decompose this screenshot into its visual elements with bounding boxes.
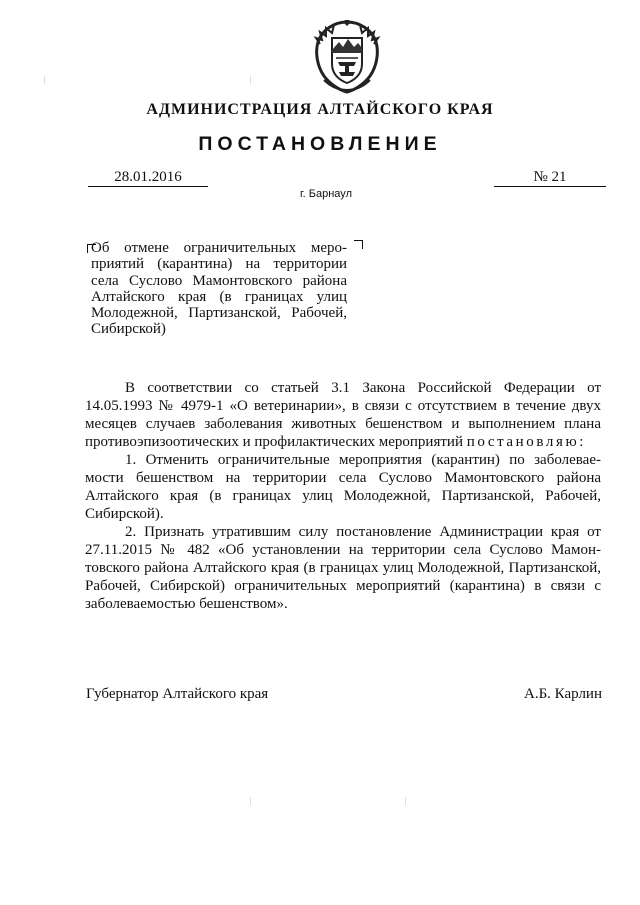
organization-title: АДМИНИСТРАЦИЯ АЛТАЙСКОГО КРАЯ <box>146 101 494 118</box>
document-type: ПОСТАНОВЛЕНИЕ <box>198 133 442 155</box>
signer-title: Губернатор Алтайского края <box>86 686 269 702</box>
item-1-paragraph: 1. Отменить ограничительные мероприятия (карантин) по заболеваемости бешенством на территории села Суслово Мамонтовского района Алтайского края (в границах улиц Молодежной, Партизанской, Рабочей, Сибирской). <box>85 452 601 522</box>
resolve-word: постановляю: <box>466 434 587 450</box>
document-date: 28.01.2016 <box>88 169 208 187</box>
scan-mark <box>250 76 251 84</box>
signer-name: А.Б. Карлин <box>523 686 602 702</box>
document-number: № 21 <box>494 169 606 187</box>
scan-mark <box>44 76 45 84</box>
item-2-paragraph: 2. Признать утратившим силу постановление Администрации края от 27.11.2015 № 482 «Об установлении на территории села Суслово Мамонтовского района Алтайского края (в границах улиц Молодежной, Партизанской, Рабочей, Сибирской) ограничительных мероприятий (карантина) в связи с заболеваемостью бешенством». <box>85 524 601 612</box>
preamble-text: В соответствии со статьей 3.1 Закона Российской Федерации от 14.05.1993 № 4979-1 «О ветеринарии», в связи с отсутствием в течение двух месяцев случаев заболевания животных бешенством и выполнением плана противоэпизоотических и профилактических мероприятий <box>85 380 601 450</box>
scan-mark <box>250 797 251 805</box>
document-subject: Об отмене ограничительных мероприятий (карантина) на территории села Суслово Мамонтовского района Алтайского края (в границах улиц Молодежной, Партизанской, Рабочей, Сибирской) <box>91 240 347 338</box>
preamble-paragraph <box>85 379 601 451</box>
document-body <box>85 379 601 613</box>
coat-of-arms-icon <box>312 20 382 94</box>
right-corner-bracket <box>354 240 363 249</box>
scan-mark <box>405 797 406 805</box>
document-city: г. Барнаул <box>300 188 352 200</box>
